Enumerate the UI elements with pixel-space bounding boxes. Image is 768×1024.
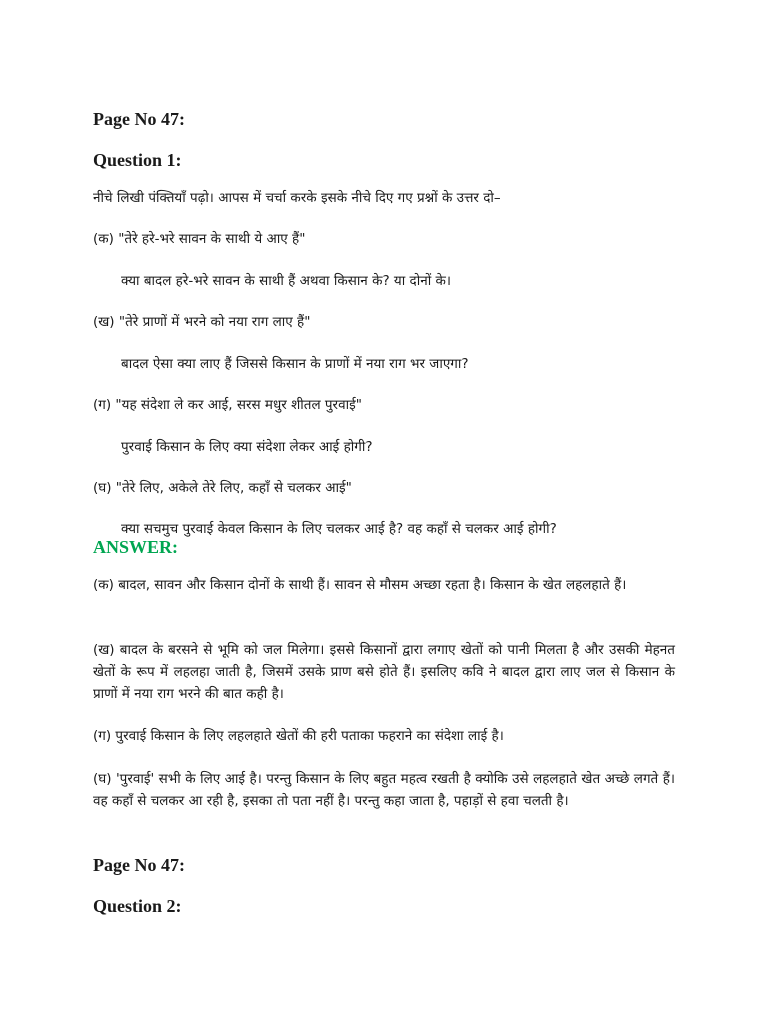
question-heading-2: Question 2: — [93, 896, 182, 916]
question-line-ga: (ग) "यह संदेशा ले कर आई, सरस मधुर शीतल पुरवाई" — [93, 397, 362, 413]
question-line-kha: (ख) "तेरे प्राणों में भरने को नया राग लाए हैं" — [93, 314, 311, 330]
page-number-heading-2: Page No 47: — [93, 855, 185, 875]
sub-question-ga: पुरवाई किसान के लिए क्या संदेशा लेकर आई होगी? — [121, 439, 373, 455]
answer-ka: (क) बादल, सावन और किसान दोनों के साथी हैं। सावन से मौसम अच्छा रहता है। किसान के खेत लहलहाते हैं। — [93, 577, 627, 593]
sub-question-gha: क्या सचमुच पुरवाई केवल किसान के लिए चलकर आई है? वह कहाँ से चलकर आई होगी? — [121, 521, 557, 537]
sub-question-kha: बादल ऐसा क्या लाए हैं जिससे किसान के प्राणों में नया राग भर जाएगा? — [121, 356, 469, 372]
question-line-gha: (घ) "तेरे लिए, अकेले तेरे लिए, कहाँ से चलकर आई" — [93, 480, 352, 496]
sub-question-ka: क्या बादल हरे-भरे सावन के साथी हैं अथवा किसान के? या दोनों के। — [121, 273, 451, 289]
question-heading: Question 1: — [93, 150, 182, 170]
question-instruction: नीचे लिखी पंक्तियाँ पढ़ो। आपस में चर्चा करके इसके नीचे दिए गए प्रश्नों के उत्तर दो– — [93, 190, 501, 206]
page-number-heading: Page No 47: — [93, 109, 185, 129]
answer-gha: (घ) 'पुरवाई' सभी के लिए आई है। परन्तु किसान के लिए बहुत महत्व रखती है क्योकि उसे लहलहाते खेत अच्छे लगते हैं। वह कहाँ से चलकर आ रही है, इसका तो पता नहीं है। परन्तु कहा जाता है, पहाड़ों से हवा चलती है। — [93, 771, 675, 809]
answer-kha: (ख) बादल के बरसने से भूमि को जल मिलेगा। इससे किसानों द्वारा लगाए खेतों को पानी मिलता है और उसकी मेहनत खेतों के रूप में लहलहा जाती है, जिसमें उसके प्राण बसे होते हैं। इसलिए कवि ने बादल द्वारा लाए जल से किसान के प्राणों में नया राग भरने की बात कही है। — [93, 642, 675, 702]
answer-label: ANSWER: — [93, 537, 179, 557]
answer-ga: (ग) पुरवाई किसान के लिए लहलहाते खेतों की हरी पताका फहराने का संदेशा लाई है। — [93, 728, 504, 744]
question-line-ka: (क) "तेरे हरे-भरे सावन के साथी ये आए हैं" — [93, 231, 306, 247]
